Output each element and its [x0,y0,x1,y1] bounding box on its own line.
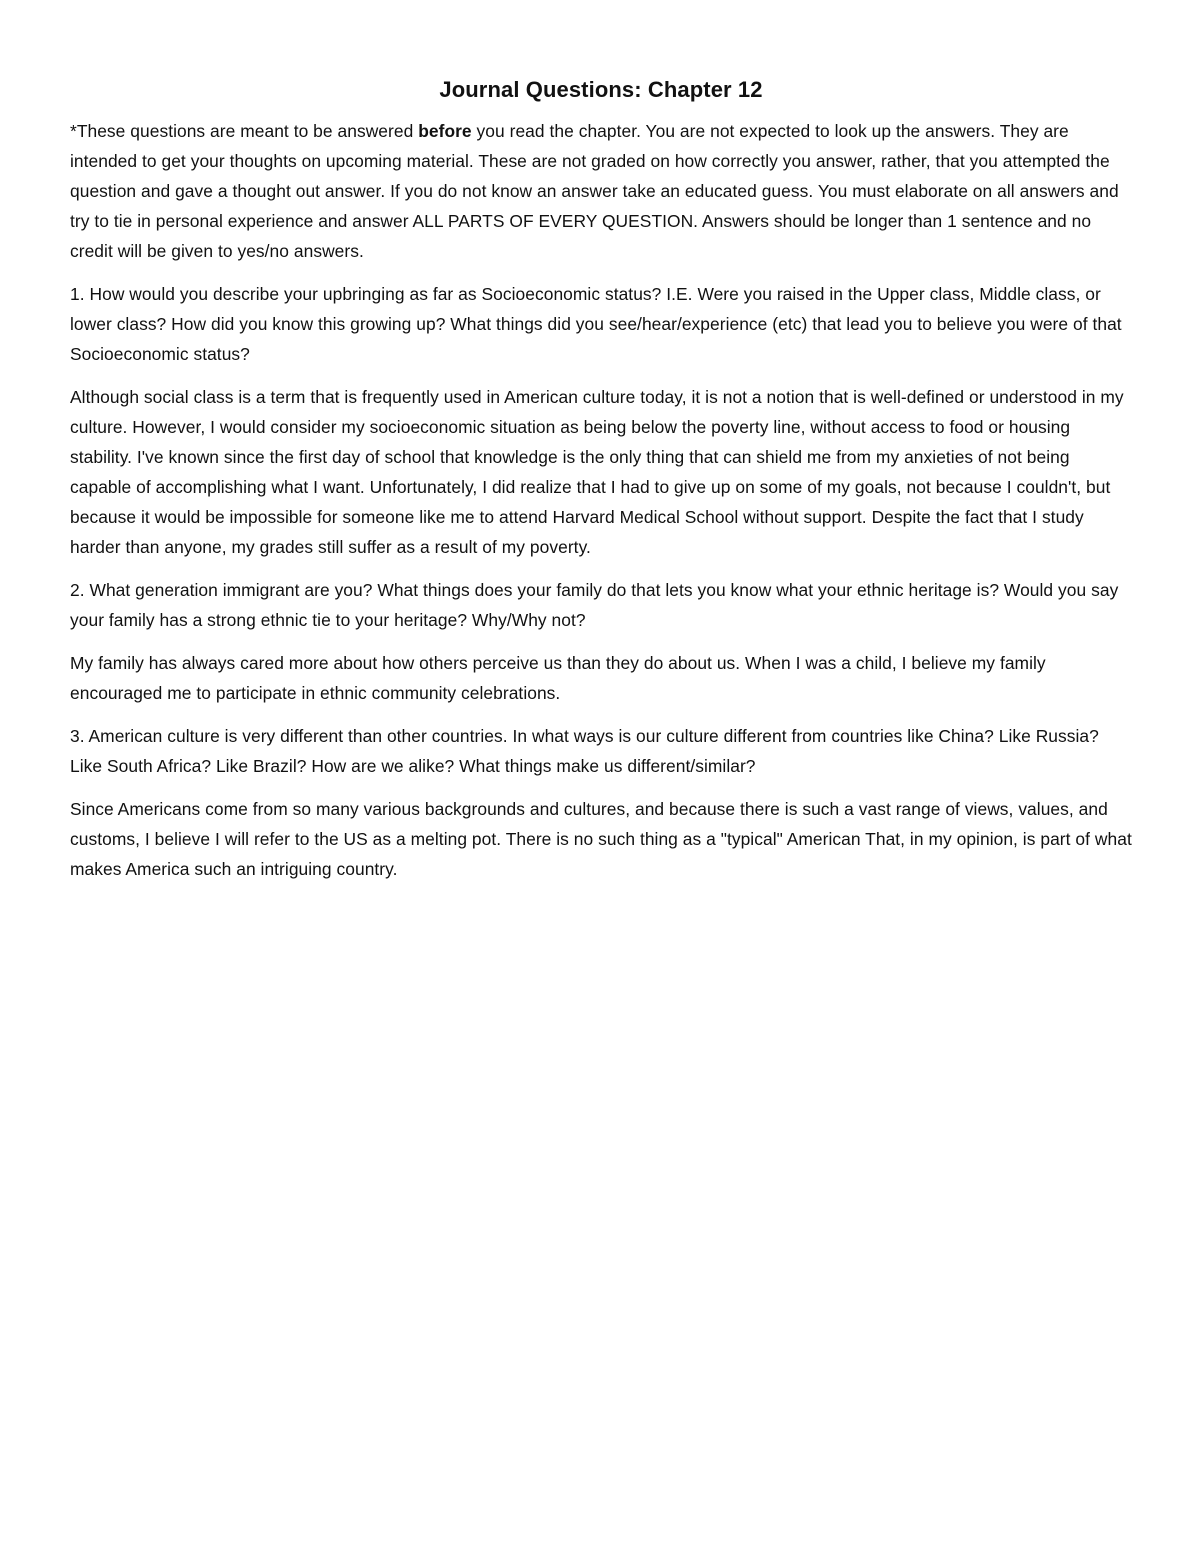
answer-3: Since Americans come from so many various backgrounds and cultures, and because there is such a vast range of views, values, and customs, I believe I will refer to the US as a melting pot. There is no such thing as a "typical" American That, in my opinion, is part of what makes America such an intriguing country. [70,799,1132,879]
question-1: 1. How would you describe your upbringing as far as Socioeconomic status? I.E. Were you raised in the Upper class, Middle class, or lower class? How did you know this growing up? What things did you see/hear/experience (etc) that lead you to believe you were of that Socioeconomic status? [70,284,1122,364]
answer-1: Although social class is a term that is frequently used in American culture today, it is not a notion that is well-defined or understood in my culture. However, I would consider my socioeconomic situation as being below the poverty line, without access to food or housing stability. I've known since the first day of school that knowledge is the only thing that can shield me from my anxieties of not being capable of accomplishing what I want. Unfortunately, I did realize that I had to give up on some of my goals, not because I couldn't, but because it would be impossible for someone like me to attend Harvard Medical School without support. Despite the fact that I study harder than anyone, my grades still suffer as a result of my poverty. [70,387,1124,557]
instructions-paragraph [70,116,1132,266]
instructions-suffix: you read the chapter. You are not expected to look up the answers. They are intended to get your thoughts on upcoming material. These are not graded on how correctly you answer, rather, that you attempted the question and gave a thought out answer. If you do not know an answer take an educated guess. You must elaborate on all answers and try to tie in personal experience and answer ALL PARTS OF EVERY QUESTION. Answers should be longer than 1 sentence and no credit will be given to yes/no answers. [70,121,1119,261]
instructions-prefix: *These questions are meant to be answered [70,121,419,141]
instructions-emphasis: before [418,121,472,141]
question-3: 3. American culture is very different than other countries. In what ways is our culture different from countries like China? Like Russia? Like South Africa? Like Brazil? How are we alike? What things make us different/similar? [70,726,1099,776]
document-title: Journal Questions: Chapter 12 [439,77,763,102]
document-content [70,74,1132,897]
question-2: 2. What generation immigrant are you? What things does your family do that lets you know what your ethnic heritage is? Would you say your family has a strong ethnic tie to your heritage? Why/Why not? [70,580,1119,630]
answer-2: My family has always cared more about how others perceive us than they do about us. When I was a child, I believe my family encouraged me to participate in ethnic community celebrations. [70,653,1046,703]
